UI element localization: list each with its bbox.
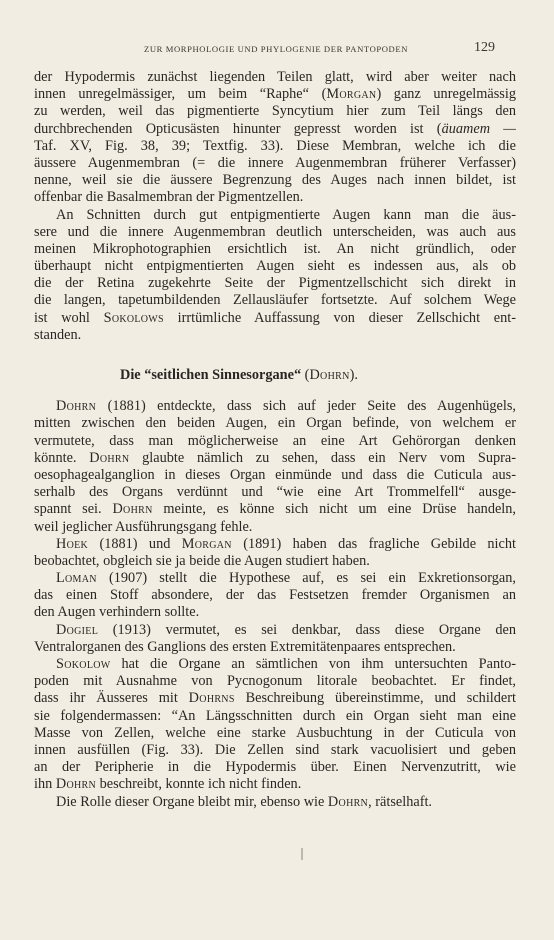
text-line: oesophagealganglion in dieses Organ einmünde und dass die Cuticula aus-: [34, 466, 516, 483]
author-name: Dohrns: [188, 690, 235, 707]
text-line: die der Retina zugekehrte Seite der Pigmentzellschicht sich direkt in: [34, 275, 516, 292]
text-line: vermutete, dass man möglicherweise an eine Art Gehörorgan denken: [34, 432, 516, 449]
author-name: Dohrn: [55, 776, 97, 793]
text-line: spannt sei. Dohrn meinte, es könne sich nicht um eine Drüse handeln,: [34, 501, 517, 518]
text-line: Dohrn (1881) entdeckte, dass sich auf jeder Seite des Augenhügels,: [56, 398, 516, 415]
author-name: Hoek: [56, 535, 89, 552]
author-name: Dogiel: [56, 621, 99, 638]
text-line: sere und die innere Augenmembran deutlich unterscheiden, was auch aus: [34, 223, 516, 240]
author-name: Morgan: [181, 535, 232, 552]
text-line: äussere Augenmembran (= die innere Augenmembran früherer Verfasser): [34, 154, 516, 171]
text-line: könnte. Dohrn glaubte nämlich zu sehen, dass ein Nerv vom Supra-: [34, 449, 517, 466]
text-line: Sokolow hat die Organe an sämtlichen von ihm untersuchten Panto-: [56, 656, 516, 672]
text-line: zu werden, weil das pigmentierte Syncytium hier zum Teil längs den: [34, 103, 516, 120]
text-line: Masse von Zellen, welche eine starke Ausbuchtung in der Cuticula von: [34, 724, 516, 741]
text-line: sie folgendermassen: “An Längsschnitten durch ein Organ sieht man eine: [34, 707, 516, 724]
text-line: poden mit Ausnahme von Pycnogonum litorale beobachtet. Er findet,: [34, 673, 516, 690]
text-line: an der Peripherie in die Hypodermis über. Einen Nervenzutritt, wie: [34, 759, 516, 776]
text-line: ist wohl Sokolows irrtümliche Auffassung von dieser Zellschicht ent-: [34, 309, 516, 326]
text-line: innen ausfüllen (Fig. 33). Die Zellen sind stark vacuolisiert und geben: [34, 741, 516, 758]
author-name: Dohrn: [56, 398, 97, 415]
text-line: mitten zwischen den beiden Augen, ein Organ befinde, von welchem er: [34, 415, 516, 432]
text-line: Loman (1907) stellt die Hypothese auf, es sei ein Exkretionsorgan,: [56, 570, 516, 587]
running-header: ZUR MORPHOLOGIE UND PHYLOGENIE DER PANTOPODEN: [143, 44, 409, 54]
text-line: weil jeglicher Ausführungsgang fehle.: [34, 518, 253, 535]
text-line: innen unregelmässiger, um beim “Raphe“ (Morgan) ganz unregelmässig: [34, 86, 516, 103]
text-line: standen.: [34, 326, 82, 343]
text-line: das einen Stoff absondere, der das Festsetzen fremder Organismen an: [34, 587, 516, 604]
text-line: Hoek (1881) und Morgan (1891) haben das fragliche Gebilde nicht: [56, 535, 516, 552]
author-name: Loman: [56, 570, 97, 587]
text-line: beobachtet, obgleich sie ja beide die Augen studiert haben.: [34, 552, 370, 569]
text-line: offenbar die Basalmembran der Pigmentzellen.: [34, 189, 304, 206]
author-name: Sokolows: [103, 309, 164, 326]
text-line: meinen Mikrophotographien ersichtlich ist. An nicht gründlich, oder: [34, 240, 516, 257]
body-text: [34, 69, 516, 811]
page-blemish: [301, 848, 303, 860]
text-line: Ventralorganen des Ganglions des ersten Extremitätenpaares entsprechen.: [34, 638, 456, 655]
text-line: serhalb des Organs verdünnt und “wie eine Art Trommelfell“ ausge-: [34, 484, 516, 501]
text-line: nenne, weil sie die äussere Begrenzung des Auges nach innen bildet, ist: [34, 172, 516, 189]
text-line: den Augen verhindern sollte.: [34, 604, 200, 621]
author-name: Sokolow: [56, 656, 111, 672]
text-line: überhaupt nicht entpigmentierten Augen sieht es indessen aus, als ob: [34, 258, 516, 275]
section-heading: Die “seitlichen Sinnesorgane“ (Dohrn).: [120, 367, 358, 383]
text-line: dass ihr Äusseres mit Dohrns Beschreibung übereinstimme, und schildert: [34, 690, 517, 707]
text-line: Die Rolle dieser Organe bleibt mir, ebenso wie Dohrn, rätselhaft.: [56, 793, 433, 810]
author-name: Morgan: [326, 86, 377, 103]
page-number: 129: [474, 40, 495, 55]
author-name: Dohrn: [89, 449, 130, 466]
text-line: durchbrechenden Opticusästen hinunter gepresst worden ist (äuamem —: [34, 120, 517, 137]
author-name: Dohrn: [112, 501, 153, 518]
text-line: der Hypodermis zunächst liegenden Teilen glatt, wird aber weiter nach: [34, 69, 516, 85]
text-line: Dogiel (1913) vermutet, es sei denkbar, dass diese Organe den: [56, 621, 516, 638]
author-name: Dohrn: [309, 367, 350, 383]
text-line: die langen, tapetumbildenden Zellausläufer fortsetzte. Auf solchem Wege: [34, 292, 516, 309]
text-line: Taf. XV, Fig. 38, 39; Textfig. 33). Diese Membran, welche ich die: [34, 137, 516, 154]
text-line: An Schnitten durch gut entpigmentierte Augen kann man die äus-: [56, 206, 516, 223]
text-line: ihn Dohrn beschreibt, konnte ich nicht finden.: [34, 776, 302, 793]
author-name: Dohrn: [327, 793, 369, 810]
